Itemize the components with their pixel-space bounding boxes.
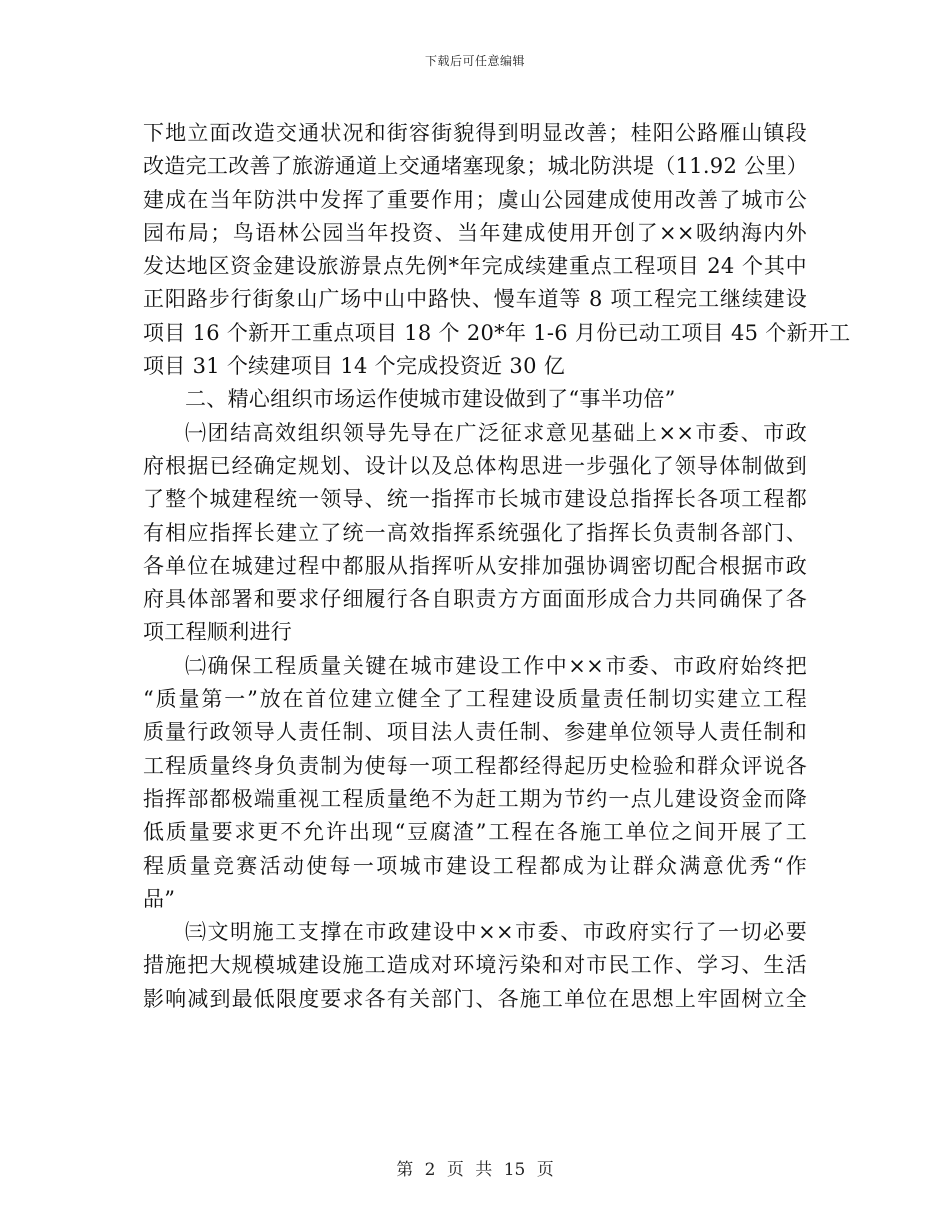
text-line: 指挥部都极端重视工程质量绝不为赶工期为节约一点儿建设资金而降 <box>143 786 807 811</box>
text-line: 正阳路步行街象山广场中山中路快、慢车道等 8 项工程完工继续建设 <box>143 287 807 312</box>
text-line: 项目 16 个新开工重点项目 18 个 20*年 1-6 月份已动工项目 45 个新开工 <box>143 320 851 345</box>
text-line: 品” <box>143 886 176 911</box>
text-line: ㈠团结高效组织领导先导在广泛征求意见基础上××市委、市政 <box>185 420 807 445</box>
text-line: 了整个城建程统一领导、统一指挥市长城市建设总指挥长各项工程都 <box>143 487 807 512</box>
text-line: 园布局；鸟语林公园当年投资、当年建成使用开创了××吸纳海内外 <box>143 220 807 245</box>
text-line: 建成在当年防洪中发挥了重要作用；虞山公园建成使用改善了城市公 <box>143 187 807 212</box>
text-line: 项目 31 个续建项目 14 个完成投资近 30 亿 <box>143 354 566 379</box>
text-line: 府具体部署和要求仔细履行各自职责方方面面形成合力共同确保了各 <box>143 587 807 612</box>
text-line: 低质量要求更不允许出现“豆腐渣”工程在各施工单位之间开展了工 <box>143 820 807 845</box>
text-line: 改造完工改善了旅游通道上交通堵塞现象；城北防洪堤（11.92 公里） <box>143 154 808 179</box>
page-header: 下载后可任意编辑 <box>424 54 525 68</box>
text-line: ㈢文明施工支撑在市政建设中××市委、市政府实行了一切必要 <box>185 920 807 945</box>
text-line: 措施把大规模城建设施工造成对环境污染和对市民工作、学习、生活 <box>143 953 807 978</box>
text-line: 各单位在城建过程中都服从指挥听从安排加强协调密切配合根据市政 <box>143 553 807 578</box>
text-line: 程质量竞赛活动使每一项城市建设工程都成为让群众满意优秀“作 <box>143 853 807 878</box>
text-line: 工程质量终身负责制为使每一项工程都经得起历史检验和群众评说各 <box>143 753 807 778</box>
document-body <box>143 117 851 1016</box>
text-line: 下地立面改造交通状况和街容街貌得到明显改善；桂阳公路雁山镇段 <box>143 121 807 145</box>
text-line: 质量行政领导人责任制、项目法人责任制、参建单位领导人责任制和 <box>143 720 807 745</box>
page-number-footer: 第 2 页 共 15 页 <box>396 1160 554 1180</box>
text-line: 府根据已经确定规划、设计以及总体构思进一步强化了领导体制做到 <box>143 453 807 478</box>
text-line: “质量第一”放在首位建立健全了工程建设质量责任制切实建立工程 <box>143 687 807 712</box>
text-line: ㈡确保工程质量关键在城市建设工作中××市委、市政府始终把 <box>185 653 807 678</box>
text-line: 有相应指挥长建立了统一高效指挥系统强化了指挥长负责制各部门、 <box>143 520 807 545</box>
text-line: 发达地区资金建设旅游景点先例*年完成续建重点工程项目 24 个其中 <box>143 254 807 279</box>
text-line: 影响减到最低限度要求各有关部门、各施工单位在思想上牢固树立全 <box>143 986 807 1011</box>
text-line: 项工程顺利进行 <box>143 620 293 645</box>
text-line: 二、精心组织市场运作使城市建设做到了“事半功倍” <box>185 387 676 412</box>
